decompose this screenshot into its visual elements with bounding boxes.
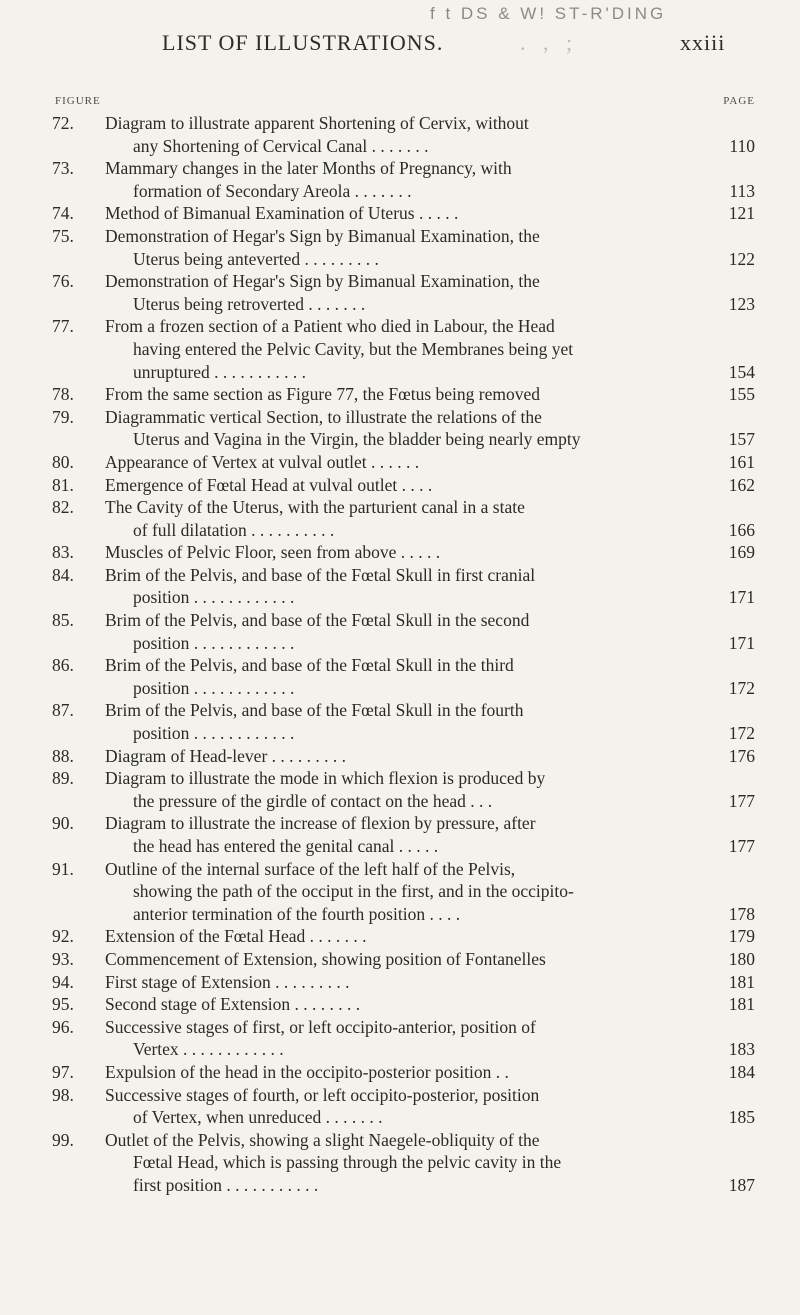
list-item (0, 971, 800, 994)
figure-number: 96. (52, 1016, 74, 1037)
figure-number: 84. (52, 564, 74, 585)
caption-line: Diagram to illustrate the increase of flexion by pressure, after (105, 813, 536, 834)
caption-line: The Cavity of the Uterus, with the parturient canal in a state (105, 497, 525, 518)
page-reference: 172 (728, 677, 755, 698)
figure-number: 79. (52, 406, 74, 427)
caption-line: Fœtal Head, which is passing through the pelvic cavity in the (133, 1152, 562, 1173)
caption-line: Vertex . . . . . . . . . . . . (133, 1039, 284, 1060)
figure-number: 86. (52, 655, 74, 676)
page-reference: 161 (728, 451, 755, 472)
figure-number: 87. (52, 700, 74, 721)
faded-marks: . , ; (520, 30, 579, 55)
caption-line: anterior termination of the fourth position . . . . (133, 903, 461, 924)
list-item (0, 925, 800, 948)
caption-line: position . . . . . . . . . . . . (133, 632, 295, 653)
caption-line: Diagram to illustrate apparent Shortening of Cervix, without (105, 113, 529, 133)
page-reference: 177 (728, 790, 755, 811)
caption-line: Demonstration of Hegar's Sign by Bimanual Examination, the (105, 271, 540, 292)
caption-line: Uterus being anteverted . . . . . . . . . (133, 248, 379, 269)
figure-number: 81. (52, 474, 74, 495)
library-stamp: f t DS & W! ST-R'DING (430, 4, 667, 23)
figure-number: 78. (52, 384, 74, 405)
list-item (0, 654, 800, 699)
list-item (0, 564, 800, 609)
page-reference: 171 (728, 632, 755, 653)
caption-line: Outlet of the Pelvis, showing a slight Naegele-obliquity of the (105, 1129, 540, 1150)
figure-number: 72. (52, 113, 74, 133)
caption-line: Appearance of Vertex at vulval outlet . . . . . . (105, 451, 420, 472)
figure-number: 90. (52, 813, 74, 834)
caption-line: Successive stages of first, or left occipito-anterior, position of (105, 1016, 536, 1037)
list-item (0, 609, 800, 654)
list-item (0, 812, 800, 857)
list-item (0, 112, 800, 157)
caption-line: Brim of the Pelvis, and base of the Fœtal Skull in the second (105, 610, 530, 631)
caption-line: Diagram of Head-lever . . . . . . . . . (105, 745, 347, 766)
illustration-list (0, 112, 800, 1197)
list-item (0, 858, 800, 926)
figure-number: 89. (52, 768, 74, 789)
list-item (0, 1084, 800, 1129)
figure-number: 93. (52, 948, 74, 969)
figure-number: 88. (52, 745, 74, 766)
caption-line: any Shortening of Cervical Canal . . . . . . . (133, 135, 429, 156)
list-item (0, 383, 800, 406)
list-item (0, 315, 800, 383)
page-reference: 181 (728, 994, 755, 1015)
caption-line: Second stage of Extension . . . . . . . . (105, 994, 361, 1015)
figure-number: 99. (52, 1129, 74, 1150)
caption-line: of Vertex, when unreduced . . . . . . . (133, 1107, 383, 1128)
page-reference: 172 (728, 723, 755, 744)
caption-line: Diagrammatic vertical Section, to illustrate the relations of the (105, 406, 542, 427)
page-reference: 169 (728, 542, 755, 563)
caption-line: Successive stages of fourth, or left occipito-posterior, position (105, 1084, 540, 1105)
figure-number: 85. (52, 610, 74, 631)
caption-line: Outline of the internal surface of the left half of the Pelvis, (105, 858, 516, 879)
list-item (0, 270, 800, 315)
caption-line: of full dilatation . . . . . . . . . . (133, 519, 335, 540)
caption-line: Mammary changes in the later Months of Pregnancy, with (105, 158, 512, 179)
caption-line: showing the path of the occiput in the first, and in the occipito- (133, 881, 574, 902)
figure-number: 73. (52, 158, 74, 179)
page-reference: 177 (728, 836, 755, 856)
list-item (0, 496, 800, 541)
page-reference: 185 (728, 1107, 755, 1128)
list-item (0, 745, 800, 768)
caption-line: From the same section as Figure 77, the Fœtus being removed (105, 384, 540, 405)
page-reference: 157 (728, 429, 755, 450)
caption-line: position . . . . . . . . . . . . (133, 587, 295, 608)
list-item (0, 202, 800, 225)
caption-line: Demonstration of Hegar's Sign by Bimanual Examination, the (105, 225, 540, 246)
caption-line: position . . . . . . . . . . . . (133, 677, 295, 698)
page-reference: 179 (728, 926, 755, 947)
page-reference: 122 (728, 248, 755, 269)
list-item (0, 767, 800, 812)
list-item (0, 157, 800, 202)
figure-number: 74. (52, 203, 74, 224)
caption-line: having entered the Pelvic Cavity, but the Membranes being yet (133, 338, 574, 359)
caption-line: Expulsion of the head in the occipito-posterior position . . (105, 1061, 509, 1082)
page-reference: 110 (729, 135, 755, 156)
page-reference: 155 (728, 384, 755, 405)
list-item (0, 225, 800, 270)
figure-number: 82. (52, 497, 74, 518)
figure-column-heading: FIGURE (55, 95, 101, 107)
figure-number: 94. (52, 971, 74, 992)
page-reference: 166 (728, 519, 755, 540)
page-reference: 180 (728, 948, 755, 969)
page-reference: 154 (728, 361, 755, 382)
list-item (0, 1061, 800, 1084)
caption-line: formation of Secondary Areola . . . . . . . (133, 180, 412, 201)
figure-number: 97. (52, 1061, 74, 1082)
figure-number: 75. (52, 225, 74, 246)
list-item (0, 993, 800, 1016)
caption-line: Brim of the Pelvis, and base of the Fœtal Skull in the third (105, 655, 514, 676)
caption-line: first position . . . . . . . . . . . (133, 1174, 319, 1195)
caption-line: From a frozen section of a Patient who died in Labour, the Head (105, 316, 555, 337)
page-reference: 123 (728, 293, 755, 314)
page-reference: 187 (728, 1174, 755, 1195)
caption-line: Uterus being retroverted . . . . . . . (133, 293, 366, 314)
caption-line: Brim of the Pelvis, and base of the Fœtal Skull in first cranial (105, 564, 536, 585)
list-item (0, 948, 800, 971)
list-item (0, 699, 800, 744)
caption-line: Brim of the Pelvis, and base of the Fœtal Skull in the fourth (105, 700, 524, 721)
page-reference: 121 (728, 203, 755, 224)
figure-number: 76. (52, 271, 74, 292)
caption-line: Commencement of Extension, showing position of Fontanelles (105, 948, 546, 969)
caption-line: Muscles of Pelvic Floor, seen from above . . . . . (105, 542, 441, 563)
caption-line: position . . . . . . . . . . . . (133, 723, 295, 744)
figure-number: 95. (52, 994, 74, 1015)
figure-number: 80. (52, 451, 74, 472)
caption-line: Method of Bimanual Examination of Uterus . . . . . (105, 203, 459, 224)
list-item (0, 541, 800, 564)
page-reference: 176 (728, 745, 755, 766)
page-reference: 171 (728, 587, 755, 608)
page-title: LIST OF ILLUSTRATIONS. (162, 30, 444, 55)
page-number: xxiii (680, 30, 726, 55)
caption-line: Diagram to illustrate the mode in which flexion is produced by (105, 768, 546, 789)
list-item (0, 1016, 800, 1061)
list-item (0, 451, 800, 474)
caption-line: unruptured . . . . . . . . . . . (133, 361, 307, 382)
figure-number: 91. (52, 858, 74, 879)
list-item (0, 406, 800, 451)
caption-line: Uterus and Vagina in the Virgin, the bladder being nearly empty (133, 429, 581, 450)
caption-line: Extension of the Fœtal Head . . . . . . . (105, 926, 367, 947)
caption-line: First stage of Extension . . . . . . . . . (105, 971, 350, 992)
list-item (0, 1129, 800, 1197)
caption-line: the head has entered the genital canal . . . . . (133, 836, 439, 856)
page-reference: 113 (729, 180, 755, 201)
figure-number: 77. (52, 316, 74, 337)
page-reference: 162 (728, 474, 755, 495)
list-item (0, 474, 800, 497)
page-reference: 178 (728, 903, 755, 924)
caption-line: the pressure of the girdle of contact on the head . . . (133, 790, 493, 811)
figure-number: 83. (52, 542, 74, 563)
caption-line: Emergence of Fœtal Head at vulval outlet . . . . (105, 474, 433, 495)
page-reference: 181 (728, 971, 755, 992)
figure-number: 92. (52, 926, 74, 947)
figure-number: 98. (52, 1084, 74, 1105)
page-reference: 184 (728, 1061, 755, 1082)
page-column-heading: PAGE (723, 95, 755, 107)
page-reference: 183 (728, 1039, 755, 1060)
